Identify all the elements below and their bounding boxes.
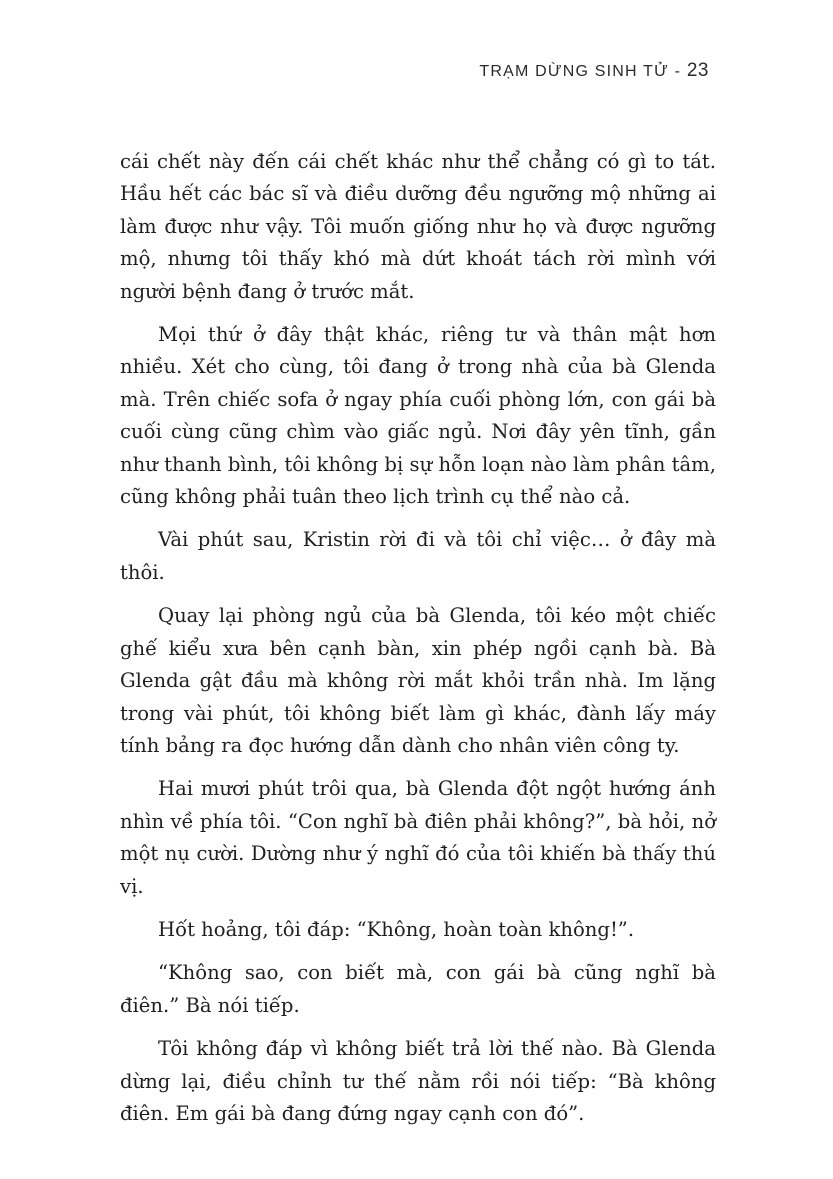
paragraph: Tôi không đáp vì không biết trả lời thế nào. Bà Glenda dừng lại, điều chỉnh tư thế nằm rồi nói tiếp: “Bà không điên. Em gái bà đang đứng ngay cạnh con đó”. xyxy=(120,1037,716,1125)
paragraph-continued: cái chết này đến cái chết khác như thể chẳng có gì to tát. Hầu hết các bác sĩ và điều dưỡng đều ngưỡng mộ những ai làm được như vậy. Tôi muốn giống như họ và được ngưỡng mộ, nhưng tôi thấy khó mà dứt khoát tách rời mình với người bệnh đang ở trước mắt. xyxy=(120,150,716,303)
paragraph: Vài phút sau, Kristin rời đi và tôi chỉ việc… ở đây mà thôi. xyxy=(120,528,716,584)
paragraph: Hốt hoảng, tôi đáp: “Không, hoàn toàn không!”. xyxy=(158,917,635,941)
paragraph: “Không sao, con biết mà, con gái bà cũng nghĩ bà điên.” Bà nói tiếp. xyxy=(120,961,716,1017)
page-number: 23 xyxy=(686,60,709,81)
paragraph: Hai mươi phút trôi qua, bà Glenda đột ngột hướng ánh nhìn về phía tôi. “Con nghĩ bà điên phải không?”, bà hỏi, nở một nụ cười. Dường như ý nghĩ đó của tôi khiến bà thấy thú vị. xyxy=(120,777,716,898)
body-text xyxy=(120,146,716,1141)
paragraph: Quay lại phòng ngủ của bà Glenda, tôi kéo một chiếc ghế kiểu xưa bên cạnh bàn, xin phép ngồi cạnh bà. Bà Glenda gật đầu mà không rời mắt khỏi trần nhà. Im lặng trong vài phút, tôi không biết làm gì khác, đành lấy máy tính bảng ra đọc hướng dẫn dành cho nhân viên công ty. xyxy=(120,604,716,757)
paragraph: Mọi thứ ở đây thật khác, riêng tư và thân mật hơn nhiều. Xét cho cùng, tôi đang ở trong nhà của bà Glenda mà. Trên chiếc sofa ở ngay phía cuối phòng lớn, con gái bà cuối cùng cũng chìm vào giấc ngủ. Nơi đây yên tĩnh, gần như thanh bình, tôi không bị sự hỗn loạn nào làm phân tâm, cũng không phải tuân theo lịch trình cụ thể nào cả. xyxy=(120,323,716,509)
header-separator: - xyxy=(674,63,682,80)
running-header xyxy=(479,60,709,82)
book-title: TRẠM DỪNG SINH TỬ xyxy=(479,63,670,80)
